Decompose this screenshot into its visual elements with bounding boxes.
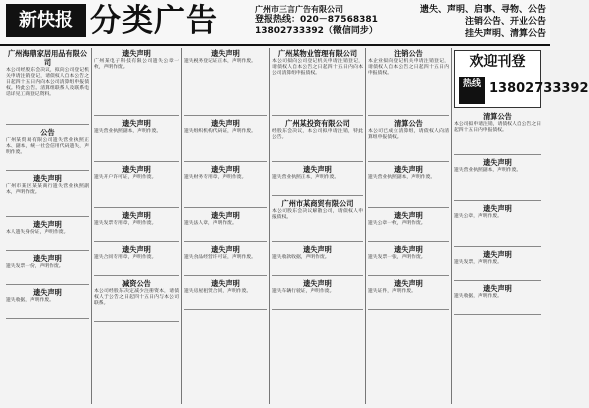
classified-ad (454, 250, 541, 281)
ad-body: 遗失发票一份，声明作废。 (6, 264, 64, 269)
ad-title: 清算公告 (394, 119, 423, 128)
company-name: 广州市三言广告有限公司 (255, 5, 343, 14)
ad-body: 本公司股东会决议解散公司，请债权人申报债权。 (272, 209, 363, 220)
ad-title: 遗失声明 (483, 158, 512, 167)
ad-title: 减资公告 (122, 279, 151, 288)
ad-title: 遗失声明 (303, 279, 332, 288)
ad-body: 广州某贸易有限公司遗失营业执照正本、副本，统一社会信用代码遗失，声明作废。 (6, 138, 89, 155)
classified-ad (184, 245, 267, 276)
service-line: 注销公告、开业公告 (464, 17, 546, 27)
ad-body: 遗失收据，声明作废。 (454, 294, 502, 299)
ad-title: 广州某投资有限公司 (285, 119, 350, 128)
ad-title: 公告 (40, 128, 55, 137)
ad-title: 遗失声明 (33, 174, 62, 183)
masthead-logo: 新快报 (6, 4, 86, 37)
ad-column (4, 48, 92, 404)
classified-ad (184, 211, 267, 242)
ad-column (452, 48, 589, 404)
ad-title: 遗失声明 (33, 220, 62, 229)
ad-title: 广州某物业管理有限公司 (277, 49, 358, 58)
hotline: 登报热线：020－87568381 (255, 15, 378, 25)
ad-title: 遗失声明 (303, 245, 332, 254)
ad-title: 遗失声明 (303, 165, 332, 174)
promo-phone: 13802733392 (489, 81, 589, 96)
ad-columns (4, 48, 589, 404)
ad-column (270, 48, 366, 404)
ad-title: 遗失声明 (211, 165, 240, 174)
classified-ad (272, 199, 363, 242)
ad-body: 遗失财务专用章，声明作废。 (184, 175, 247, 180)
ad-body: 遗失食品经营许可证，声明作废。 (184, 255, 256, 260)
classified-ad (368, 279, 449, 310)
ad-title: 遗失声明 (394, 211, 423, 220)
ad-body: 本企业拟向登记机关申请注销登记，请债权人自本公告之日起四十五日内申报债权。 (368, 59, 449, 76)
contact-block (255, 4, 405, 37)
classified-ad (94, 49, 179, 116)
ad-title: 遗失声明 (122, 119, 151, 128)
ad-title: 清算公告 (483, 112, 512, 121)
ad-title: 遗失声明 (122, 245, 151, 254)
ad-title: 广州海鼎家居用品有限公司 (7, 49, 88, 67)
ad-title: 遗失声明 (33, 288, 62, 297)
ad-column (366, 48, 452, 404)
ad-body: 遗失发票，声明作废。 (454, 260, 502, 265)
ad-body: 遗失发票专用章，声明作废。 (94, 221, 157, 226)
ad-title: 遗失声明 (211, 49, 240, 58)
classified-ad (272, 119, 363, 162)
classified-ad (6, 174, 89, 217)
section-title: 分类广告 (90, 3, 218, 39)
ad-title: 遗失声明 (394, 245, 423, 254)
classified-ad (184, 119, 267, 162)
ad-title: 遗失声明 (483, 250, 512, 259)
ad-title: 遗失声明 (211, 245, 240, 254)
ad-title: 遗失声明 (483, 204, 512, 213)
ad-title: 遗失声明 (122, 49, 151, 58)
classified-ad (454, 158, 541, 201)
classified-ad (94, 279, 179, 322)
ad-title: 遗失声明 (122, 165, 151, 174)
ad-body: 遗失公章，声明作废。 (454, 214, 502, 219)
ad-title: 广州市某商贸有限公司 (281, 199, 354, 208)
ad-body: 遗失营业执照正本，声明作废。 (272, 175, 340, 180)
classified-ad (6, 288, 89, 319)
promo-hotline-label: 热线 (459, 77, 485, 104)
ad-body: 遗失收据，声明作废。 (6, 298, 54, 303)
classified-ad (272, 165, 363, 196)
ad-body: 遗失合同专用章，声明作废。 (94, 255, 157, 260)
ad-title: 遗失声明 (211, 119, 240, 128)
ad-title: 遗失声明 (483, 284, 512, 293)
classified-ad (184, 279, 267, 310)
ad-body: 遗失开户许可证，声明作废。 (94, 175, 157, 180)
classified-ad (6, 220, 89, 251)
classified-ad (184, 49, 267, 116)
ad-body: 遗失法人章，声明作废。 (184, 221, 237, 226)
promo-welcome: 欢迎刊登 (469, 54, 526, 70)
service-line: 挂失声明、清算公告 (464, 29, 546, 39)
ad-body: 遗失车辆行驶证，声明作废。 (272, 289, 335, 294)
classified-ad (368, 211, 449, 242)
service-line: 遗失、声明、启事、寻物、公告 (419, 5, 546, 15)
ad-column (92, 48, 182, 404)
ad-body: 本公司经股东决定减少注册资本，请债权人于公告之日起四十五日内与本公司联系。 (94, 289, 179, 306)
ad-body: 遗失营业执照副本，声明作废。 (454, 168, 522, 173)
classified-ad (368, 165, 449, 208)
ad-body: 遗失发票一张，声明作废。 (368, 255, 426, 260)
classified-ad (94, 245, 179, 276)
classified-ad (454, 204, 541, 247)
page-header (0, 0, 550, 46)
classified-ad (94, 119, 179, 162)
ad-body: 遗失营业执照副本，声明作废。 (94, 129, 162, 134)
classified-ad (272, 245, 363, 276)
classified-ad (454, 284, 541, 315)
ad-body: 遗失证件，声明作废。 (368, 289, 416, 294)
classified-ad (368, 245, 449, 276)
classified-ad (94, 165, 179, 208)
ad-title: 遗失声明 (394, 279, 423, 288)
promo-banner (454, 50, 589, 108)
classified-ad (368, 49, 449, 116)
classified-ad (94, 211, 179, 242)
ad-body: 本公司拟向公司登记机关申请注销登记，请债权人自本公告之日起四十五日内向本公司清算组申报债权。 (272, 59, 363, 76)
services-list (410, 4, 546, 40)
ad-body: 广州某电子科技有限公司遗失公章一枚，声明作废。 (94, 59, 179, 70)
ad-body: 遗失营业执照副本，声明作废。 (368, 175, 436, 180)
ad-title: 遗失声明 (211, 279, 240, 288)
ad-body: 广州市某区某某商行遗失营业执照副本，声明作废。 (6, 184, 89, 195)
ad-title: 遗失声明 (394, 165, 423, 174)
ad-title: 注销公告 (394, 49, 423, 58)
ad-body: 本公司已成立清算组，请债权人向清算组申报债权。 (368, 129, 449, 140)
classified-ad (6, 254, 89, 285)
ad-column (182, 48, 270, 404)
ad-body: 遗失收款收据，声明作废。 (272, 255, 330, 260)
classified-ad (454, 112, 541, 155)
ad-title: 遗失声明 (211, 211, 240, 220)
classified-ad (6, 49, 89, 125)
ad-body: 遗失税务登记证正本，声明作废。 (184, 59, 256, 64)
classified-ad (272, 49, 363, 116)
ad-body: 遗失房屋租赁合同，声明作废。 (184, 289, 252, 294)
classified-ad (6, 128, 89, 171)
ad-body: 本人遗失身份证，声明作废。 (6, 230, 69, 235)
ad-body: 本公司拟申请注销，请债权人自公告之日起四十五日内申报债权。 (454, 122, 541, 133)
classified-ad (272, 279, 363, 310)
ad-title: 遗失声明 (122, 211, 151, 220)
mobile-number: 13802733392（微信同步） (255, 26, 378, 36)
ad-body: 遗失组织机构代码证，声明作废。 (184, 129, 256, 134)
ad-body: 遗失公章一枚，声明作废。 (368, 221, 426, 226)
classified-ad (368, 119, 449, 162)
classified-ad (184, 165, 267, 208)
ad-body: 经股东会决议，本公司拟申请注销，特此公告。 (272, 129, 363, 140)
ad-title: 遗失声明 (33, 254, 62, 263)
ad-body: 本公司经股东会决议，拟向公司登记机关申请注销登记，请债权人自本公告之日起四十五日内向本公司清算组申报债权。特此公告。清算组联系人及联系电话详见工商登记资料。 (6, 68, 89, 97)
